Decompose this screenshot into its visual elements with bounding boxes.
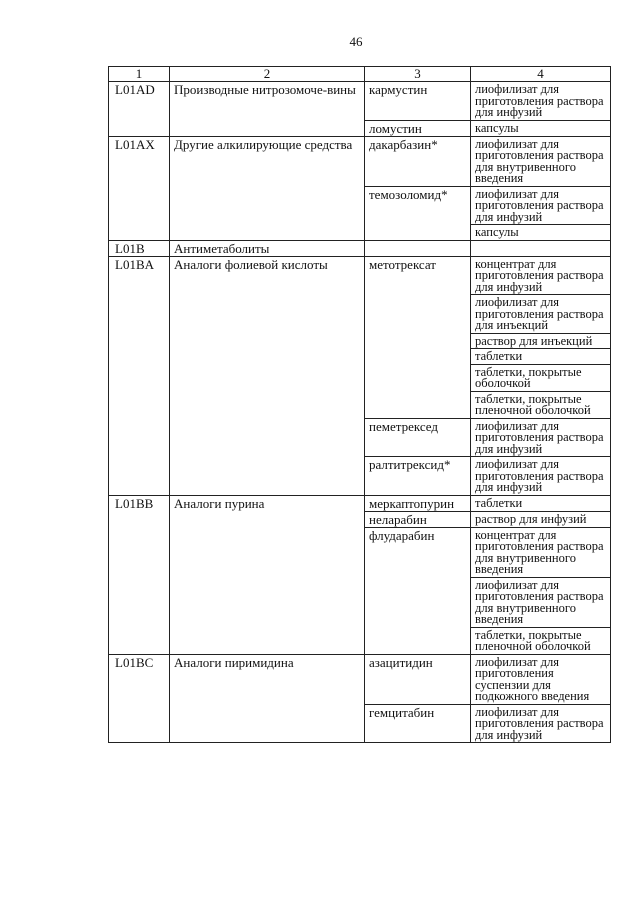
dosage-forms [471,186,611,240]
dosage-form: лиофилизат для приготовления раствора для инфузий [475,82,604,119]
dosage-form: таблетки [475,495,523,510]
table-row [109,654,611,704]
group-name: Производные нитрозомоче-вины [170,82,365,137]
table-row [109,136,611,186]
column-header: 2 [170,67,365,82]
drug-name: ломустин [365,120,471,136]
column-header: 3 [365,67,471,82]
drug-name: пеметрексед [365,418,471,457]
atc-code: L01B [109,240,170,256]
dosage-form: капсулы [471,224,610,240]
atc-code: L01BC [109,654,170,743]
drug-name: флударабин [365,527,471,654]
dosage-forms [471,527,611,654]
dosage-form: лиофилизат для приготовления раствора для инфузий [475,418,604,456]
drug-name: дакарбазин* [365,136,471,186]
dosage-form: концентрат для приготовления раствора для инфузий [475,256,604,294]
dosage-form: капсулы [475,120,519,135]
page-number: 46 [349,34,363,49]
dosage-form: раствор для инъекций [471,333,610,349]
atc-code: L01AD [109,82,170,137]
group-name: Антиметаболиты [170,240,365,256]
dosage-form: лиофилизат для приготовления раствора для инфузий [475,457,604,494]
table-body [109,82,611,743]
dosage-form: таблетки [471,348,610,364]
dosage-forms [471,418,611,457]
group-name: Аналоги пиримидина [170,654,365,743]
dosage-form: таблетки, покрытые пленочной оболочкой [471,391,610,418]
empty-cell [471,240,611,256]
dosage-forms [471,495,611,511]
drug-name: ралтитрексид* [365,457,471,496]
dosage-form: лиофилизат для приготовления раствора для внутривенного введения [471,577,610,627]
drug-name: темозоломид* [365,186,471,240]
column-header: 4 [471,67,611,82]
dosage-forms [471,136,611,186]
group-name: Аналоги фолиевой кислоты [170,256,365,495]
dosage-forms [471,654,611,704]
dosage-forms [471,704,611,743]
dosage-form: лиофилизат для приготовления раствора для инфузий [475,704,604,742]
empty-cell [365,240,471,256]
atc-code: L01AX [109,136,170,240]
atc-code: L01BA [109,256,170,495]
dosage-form: таблетки, покрытые оболочкой [471,364,610,391]
drug-table [108,66,611,743]
drug-name: неларабин [365,511,471,527]
atc-code: L01BB [109,495,170,654]
dosage-form: лиофилизат для приготовления раствора для внутривенного введения [475,136,604,185]
column-header: 1 [109,67,170,82]
dosage-form: лиофилизат для приготовления раствора для инфузий [475,186,604,224]
dosage-form: раствор для инфузий [475,511,587,526]
dosage-forms [471,457,611,496]
drug-name: кармустин [365,82,471,121]
dosage-forms [471,82,611,121]
dosage-form: лиофилизат для приготовления раствора для инъекций [471,294,610,333]
dosage-forms [471,256,611,418]
drug-name: метотрексат [365,256,471,418]
header-row [109,67,611,82]
table-row [109,256,611,418]
dosage-forms [471,511,611,527]
group-name: Другие алкилирующие средства [170,136,365,240]
table-row [109,240,611,256]
dosage-forms [471,120,611,136]
group-name: Аналоги пурина [170,495,365,654]
drug-name: гемцитабин [365,704,471,743]
table-row [109,82,611,121]
dosage-form: концентрат для приготовления раствора для внутривенного введения [475,527,604,576]
table-row [109,495,611,511]
drug-name: меркаптопурин [365,495,471,511]
drug-name: азацитидин [365,654,471,704]
dosage-form: лиофилизат для приготовления суспензии для подкожного введения [475,654,590,703]
dosage-form: таблетки, покрытые пленочной оболочкой [471,627,610,654]
